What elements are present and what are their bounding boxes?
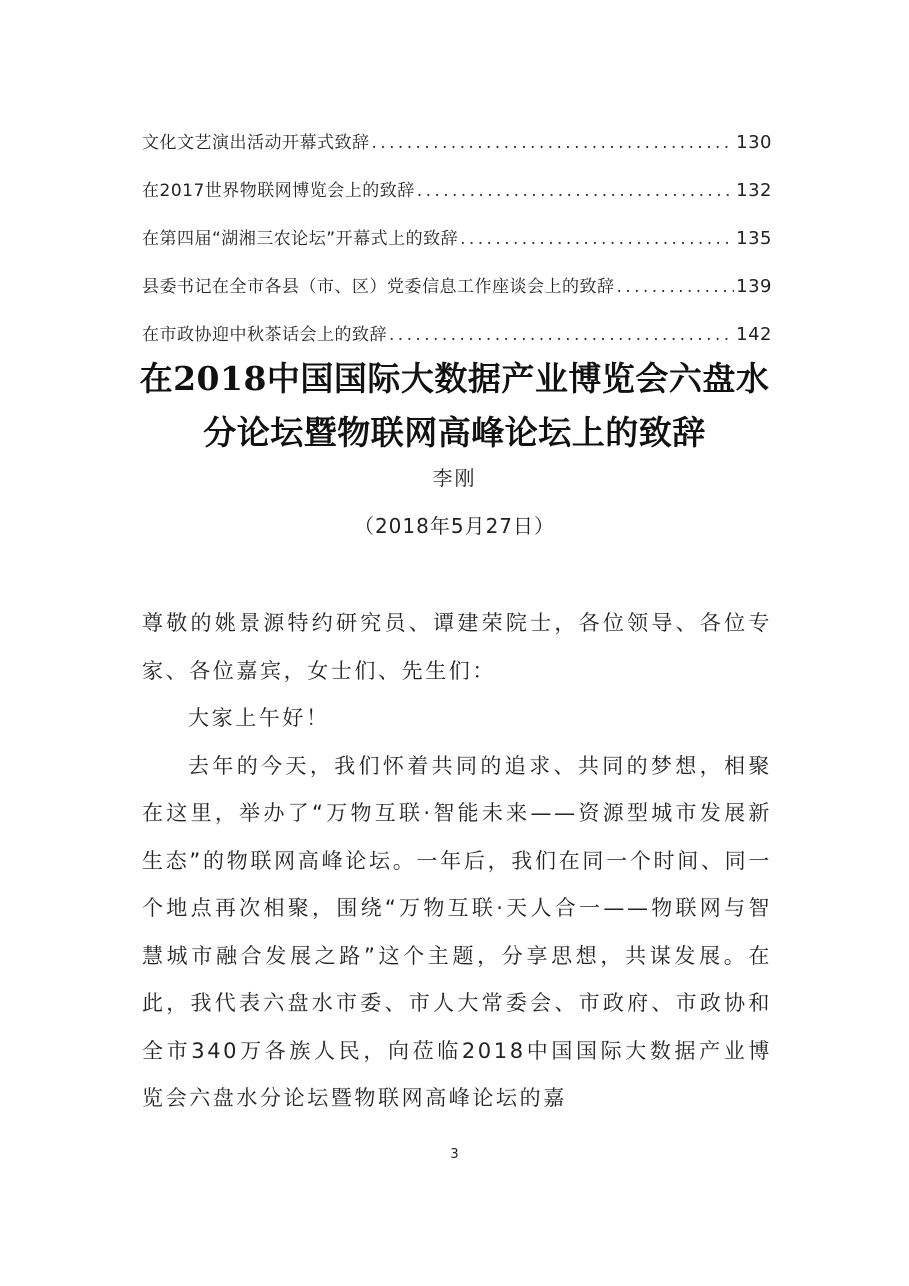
toc-entry[interactable]	[142, 128, 772, 176]
toc-entry-page: 132	[736, 180, 772, 201]
toc-entry-title: 在2017世界物联网博览会上的致辞	[142, 181, 415, 201]
article-title-line-2: 分论坛暨物联网高峰论坛上的致辞	[203, 413, 706, 452]
toc-entry-title: 在市政协迎中秋茶话会上的致辞	[142, 325, 387, 345]
page-number: 3	[450, 1147, 459, 1162]
toc-leader-dots	[460, 229, 734, 249]
greeting-paragraph: 大家上午好！	[188, 706, 330, 730]
toc-entry[interactable]	[142, 272, 772, 320]
table-of-contents	[142, 128, 772, 368]
body-paragraph: 去年的今天，我们怀着共同的追求、共同的梦想，相聚在这里，举办了“万物互联·智能未来——资源型城市发展新生态”的物联网高峰论坛。一年后，我们在同一个时间、同一个地点再次相聚，围绕“万物互联·天人合一——物联网与智慧城市融合发展之路”这个主题，分享思想，共谋发展。在此，我代表六盘水市委、市人大常委会、市政府、市政协和全市340万各族人民，向莅临2018中国国际大数据产业博览会六盘水分论坛暨物联网高峰论坛的嘉	[142, 753, 772, 1110]
toc-leader-dots	[417, 181, 734, 201]
toc-entry-page: 139	[736, 276, 772, 297]
article-author: 李刚	[432, 466, 477, 490]
salutation-paragraph: 尊敬的姚景源特约研究员、谭建荣院士，各位领导、各位专家、各位嘉宾，女士们、先生们：	[142, 611, 772, 683]
toc-entry[interactable]	[142, 224, 772, 272]
toc-entry-page: 142	[736, 324, 772, 345]
toc-entry-title: 在第四届“湖湘三农论坛”开幕式上的致辞	[142, 229, 459, 249]
article-date: （2018年5月27日）	[353, 514, 556, 538]
article-title	[100, 352, 809, 460]
toc-leader-dots	[389, 325, 734, 345]
toc-entry-title: 县委书记在全市各县（市、区）党委信息工作座谈会上的致辞	[142, 277, 615, 297]
toc-entry-page: 130	[736, 132, 772, 153]
toc-leader-dots	[372, 133, 735, 153]
article-body	[142, 600, 772, 1123]
toc-entry-page: 135	[736, 228, 772, 249]
toc-leader-dots	[617, 277, 735, 297]
toc-entry-title: 文化文艺演出活动开幕式致辞	[142, 133, 370, 153]
toc-entry[interactable]	[142, 176, 772, 224]
article-title-line-1: 在2018中国国际大数据产业博览会六盘水	[139, 359, 770, 398]
